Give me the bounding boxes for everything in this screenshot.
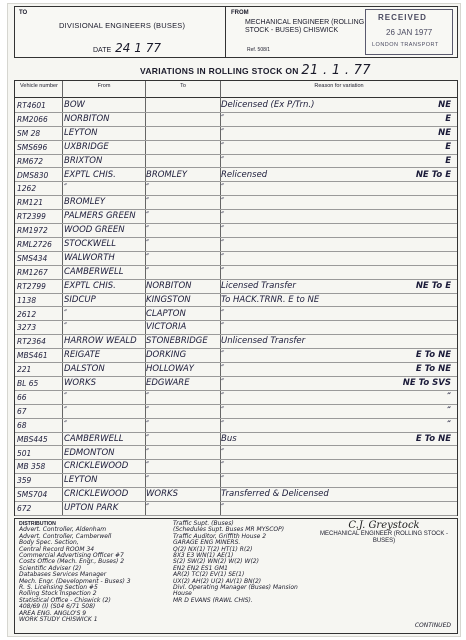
- vehicle-number: MBS445: [17, 434, 48, 444]
- from-label: FROM: [231, 10, 249, 16]
- distribution-entry: Rolling Stock Inspection 2: [19, 590, 97, 598]
- table-row: [15, 446, 457, 461]
- distribution-entry: Mech. Engr. (Development - Buses) 3: [19, 577, 131, 585]
- table-row: [15, 279, 457, 294]
- distribution-list-mid: [173, 521, 313, 604]
- header-divider: [225, 7, 226, 57]
- table-row: [15, 459, 457, 474]
- table-row: [15, 348, 457, 363]
- vehicle-number: RT2364: [17, 337, 46, 347]
- reason-cell: ″: [221, 211, 225, 222]
- area-cell: ″: [447, 419, 451, 430]
- from-cell: DALSTON: [64, 364, 105, 375]
- title-date: 21 . 1 . 77: [301, 63, 371, 78]
- distribution-entry: Costs Office (Mech. Engr., Buses) 2: [19, 558, 125, 566]
- vehicle-number: RT2399: [17, 212, 46, 222]
- distribution-entry: Advert. Controller, Camberwell: [19, 532, 112, 540]
- from-cell: PALMERS GREEN: [64, 211, 136, 222]
- received-stamp: [365, 9, 453, 55]
- to-cell: ″: [146, 211, 150, 222]
- from-cell: LEYTON: [64, 475, 98, 486]
- header-box: [14, 6, 458, 58]
- reason-cell: ″: [221, 225, 225, 236]
- from-cell: CRICKLEWOOD: [64, 461, 129, 472]
- reason-cell: ″: [221, 322, 225, 333]
- col-header-reason: Reason for variation: [314, 83, 364, 89]
- reason-cell: ″: [221, 447, 225, 458]
- area-cell: E: [445, 113, 451, 124]
- vehicle-number: RM2066: [17, 114, 48, 124]
- reason-cell: ″: [221, 155, 225, 166]
- area-cell: E: [445, 141, 451, 152]
- table-row: [15, 501, 457, 516]
- to-cell: CLAPTON: [146, 308, 186, 319]
- reason-cell: ″: [221, 183, 225, 194]
- distribution-entry: Commercial Advertising Officer #7: [19, 552, 124, 560]
- from-cell: ″: [64, 391, 68, 402]
- to-cell: ″: [146, 503, 150, 514]
- table-row: [15, 487, 457, 502]
- distribution-entry: UX(2) AH(2) U(2) AV(1) BN(2): [173, 577, 262, 585]
- from-cell: EXPTL CHIS.: [64, 280, 116, 291]
- to-cell: ″: [146, 475, 150, 486]
- from-cell: CAMBERWELL: [64, 433, 124, 444]
- date-value: 24 1 77: [115, 41, 161, 55]
- reason-cell: ″: [221, 197, 225, 208]
- stamp-date: 26 JAN 1977: [386, 28, 433, 37]
- to-cell: ″: [146, 266, 150, 277]
- distribution-entry: Databases Services Manager: [19, 571, 107, 579]
- reason-cell: ″: [221, 405, 225, 416]
- from-cell: LEYTON: [64, 127, 98, 138]
- area-cell: NE: [438, 127, 451, 138]
- table-row: [15, 195, 457, 210]
- from-cell: BROMLEY: [64, 197, 106, 208]
- reason-cell: ″: [221, 391, 225, 402]
- signature: C.J. Greystock: [348, 520, 420, 531]
- from-cell: STOCKWELL: [64, 239, 117, 249]
- reason-cell: ″: [221, 475, 225, 486]
- from-cell: UPTON PARK: [64, 503, 119, 514]
- to-cell: VICTORIA: [146, 322, 187, 333]
- table-row: [15, 251, 457, 266]
- from-sender: MECHANICAL ENGINEER (ROLLING STOCK - BUSES) CHISWICK: [245, 19, 365, 34]
- reason-cell: To HACK.TRNR. E to NE: [221, 294, 320, 305]
- area-cell: ″: [447, 405, 451, 416]
- distribution-entry: 8X3 E3 WN(1) AE(1): [173, 552, 234, 560]
- table-row: [15, 126, 457, 141]
- distribution-box: [14, 518, 458, 634]
- distribution-entry: Statistical Office - Chiswick (2): [19, 596, 111, 604]
- vehicle-number: MBS461: [17, 351, 48, 361]
- col-header-vehicle: Vehicle number: [20, 83, 58, 89]
- to-cell: BROMLEY: [146, 169, 188, 180]
- vehicle-number: 68: [17, 420, 27, 430]
- vehicle-number: 501: [17, 448, 32, 458]
- distribution-entry: Traffic Auditor, Griffith House 2: [173, 532, 267, 540]
- distribution-entry: Traffic Supt. (Buses): [173, 520, 234, 527]
- to-cell: ″: [146, 433, 150, 444]
- date-field: [93, 41, 161, 55]
- to-cell: EDGWARE: [146, 378, 190, 388]
- reason-cell: ″: [221, 378, 225, 388]
- reason-cell: ″: [221, 239, 225, 249]
- reason-cell: ″: [221, 266, 225, 277]
- stamp-subtitle: LONDON TRANSPORT: [372, 42, 439, 48]
- vehicle-number: 221: [17, 365, 32, 375]
- table-row: [15, 154, 457, 169]
- from-cell: ″: [64, 322, 68, 333]
- vehicle-number: 1262: [17, 184, 37, 194]
- to-cell: ″: [146, 183, 150, 194]
- vehicle-number: RM672: [17, 156, 43, 166]
- vehicle-number: RM1972: [17, 226, 48, 236]
- signatory-title: MECHANICAL ENGINEER (ROLLING STOCK - BUSES): [319, 531, 449, 544]
- reason-cell: ″: [221, 141, 225, 152]
- vehicle-number: SMS704: [17, 490, 48, 500]
- table-row: [15, 418, 457, 433]
- distribution-entry: (Schedules Supt. Buses MR MYSCOP): [173, 526, 285, 534]
- vehicle-number: SMS696: [17, 142, 48, 152]
- col-header-to: To: [180, 83, 186, 89]
- table-row: [15, 223, 457, 238]
- signature-block: [315, 520, 453, 544]
- to-cell: ″: [146, 461, 150, 472]
- reason-cell: Delicensed (Ex P/Trn.): [221, 100, 315, 110]
- table-row: [15, 473, 457, 488]
- distribution-entry: AR(2) TC(2) EV(1) SE(1): [173, 571, 245, 579]
- from-cell: ″: [64, 419, 68, 430]
- distribution-heading: DISTRIBUTION: [19, 521, 56, 527]
- col-header-from: From: [97, 83, 111, 89]
- to-cell: ″: [146, 239, 150, 249]
- vehicle-number: RM1267: [17, 267, 48, 277]
- to-cell: NORBITON: [146, 280, 192, 291]
- document-title: [140, 63, 371, 78]
- distribution-entry: EN2 EN2 ES1 GM1: [173, 564, 228, 572]
- vehicle-number: 3273: [17, 323, 37, 333]
- from-cell: WORKS: [64, 378, 96, 388]
- table-row: [15, 140, 457, 155]
- vehicle-number: RML2726: [17, 240, 52, 249]
- table-row: [15, 390, 457, 405]
- distribution-entry: GARAGE ENG MINERS.: [173, 539, 241, 547]
- from-cell: BRIXTON: [64, 155, 103, 166]
- to-cell: ″: [146, 405, 150, 416]
- to-label: TO: [19, 10, 28, 16]
- distribution-entry: Scientific Adviser (2): [19, 564, 82, 572]
- from-cell: WALWORTH: [64, 252, 115, 263]
- reason-cell: ″: [221, 252, 225, 263]
- from-cell: ″: [64, 405, 68, 416]
- reason-cell: ″: [221, 127, 225, 138]
- distribution-entry: Body Spec. Section,: [19, 539, 79, 547]
- table-row: [15, 362, 457, 377]
- area-cell: NE: [438, 100, 451, 110]
- table-row: [15, 168, 457, 183]
- vehicle-number: 2612: [17, 309, 37, 319]
- vehicle-number: MB 358: [17, 462, 46, 472]
- from-cell: REIGATE: [64, 350, 101, 361]
- area-cell: E To NE: [415, 433, 451, 444]
- vehicle-number: RT4601: [17, 101, 46, 110]
- area-cell: NE To E: [415, 169, 451, 180]
- vehicle-number: BL 65: [17, 379, 39, 388]
- vehicle-number: 672: [17, 504, 32, 514]
- table-row: [15, 376, 457, 391]
- from-cell: SIDCUP: [64, 294, 96, 305]
- table-row: [15, 265, 457, 280]
- distribution-entry: 408/69 (I) (S04 6/71 508): [19, 603, 96, 611]
- to-recipient: DIVISIONAL ENGINEERS (BUSES): [59, 21, 186, 30]
- reason-cell: Bus: [221, 433, 237, 444]
- vehicle-number: RT2799: [17, 281, 46, 291]
- table-row: [15, 432, 457, 447]
- area-cell: E To NE: [415, 364, 451, 375]
- to-cell: ″: [146, 252, 150, 263]
- reason-cell: ″: [221, 364, 225, 375]
- distribution-entry: WORK STUDY CHISWICK 1: [19, 616, 98, 624]
- distribution-entry: AREA ENG. ANGLO'S 9: [19, 609, 87, 617]
- reason-cell: ″: [221, 113, 225, 124]
- from-cell: WOOD GREEN: [64, 225, 125, 236]
- reason-cell: ″: [221, 308, 225, 319]
- vehicle-number: RM121: [17, 198, 43, 208]
- table-row: [15, 320, 457, 335]
- table-row: [15, 209, 457, 224]
- distribution-entry: R. S. Licensing Section #5: [19, 584, 98, 592]
- variations-table: [14, 80, 458, 516]
- table-row: [15, 404, 457, 419]
- distribution-entry: Divl. Operating Manager (Buses) Mansion House: [173, 584, 298, 598]
- vehicle-number: 359: [17, 476, 32, 486]
- vehicle-number: 67: [17, 406, 27, 416]
- reason-cell: Transferred & Delicensed: [221, 489, 329, 500]
- to-cell: KINGSTON: [146, 294, 191, 305]
- distribution-entry: S(2) SW(2) WN(2) W(2) W(2): [173, 558, 259, 566]
- from-cell: NORBITON: [64, 113, 110, 124]
- area-cell: ″: [447, 391, 451, 402]
- to-cell: HOLLOWAY: [146, 364, 194, 375]
- continued-note: CONTINUED: [414, 621, 451, 629]
- area-cell: NE To E: [415, 280, 451, 291]
- table-row: [15, 293, 457, 308]
- table-row: [15, 98, 457, 113]
- to-cell: STONEBRIDGE: [146, 336, 208, 347]
- reason-cell: Unlicensed Transfer: [221, 336, 306, 347]
- area-cell: NE To SVS: [402, 378, 451, 388]
- title-text: VARIATIONS IN ROLLING STOCK ON: [140, 66, 299, 76]
- to-cell: ″: [146, 391, 150, 402]
- to-cell: WORKS: [146, 489, 178, 500]
- area-cell: E: [445, 155, 451, 166]
- table-row: [15, 334, 457, 349]
- vehicle-number: DMS830: [17, 170, 49, 180]
- from-cell: BOW: [64, 100, 85, 110]
- from-cell: EDMONTON: [64, 447, 115, 458]
- reason-cell: ″: [221, 503, 225, 514]
- area-cell: E To NE: [415, 350, 451, 361]
- from-cell: CAMBERWELL: [64, 266, 124, 277]
- date-label: DATE: [93, 47, 112, 54]
- reference-number: Ref. 508/1: [247, 47, 271, 53]
- from-cell: HARROW WEALD: [64, 336, 137, 347]
- table-row: [15, 307, 457, 322]
- table-row: [15, 112, 457, 127]
- to-cell: ″: [146, 225, 150, 236]
- from-cell: CRICKLEWOOD: [64, 489, 129, 500]
- distribution-list-left: [19, 521, 169, 624]
- vehicle-number: SM 28: [17, 128, 41, 138]
- from-cell: UXBRIDGE: [64, 141, 109, 152]
- distribution-entry: Central Record ROOM 34: [19, 545, 95, 553]
- from-cell: ″: [64, 308, 68, 319]
- reason-cell: ″: [221, 419, 225, 430]
- table-row: [15, 181, 457, 196]
- to-cell: ″: [146, 197, 150, 208]
- distribution-entry: Q(2) NX(1) T(2) HT(1) R(2): [173, 545, 253, 553]
- reason-cell: Licensed Transfer: [221, 280, 296, 291]
- to-cell: DORKING: [146, 350, 187, 361]
- reason-cell: ″: [221, 461, 225, 472]
- distribution-entry: Advert. Controller, Aldenham: [19, 526, 107, 534]
- from-cell: ″: [64, 183, 68, 194]
- distribution-entry: MR D EVANS (RAWL CHIS).: [173, 596, 253, 604]
- to-cell: ″: [146, 447, 150, 458]
- vehicle-number: SMS434: [17, 253, 48, 263]
- vehicle-number: 1138: [17, 295, 37, 305]
- from-cell: EXPTL CHIS.: [64, 169, 116, 180]
- reason-cell: Relicensed: [221, 169, 268, 180]
- table-row: [15, 237, 457, 252]
- to-cell: ″: [146, 419, 150, 430]
- stamp-title: RECEIVED: [378, 13, 427, 22]
- vehicle-number: 66: [17, 392, 27, 402]
- reason-cell: ″: [221, 350, 225, 361]
